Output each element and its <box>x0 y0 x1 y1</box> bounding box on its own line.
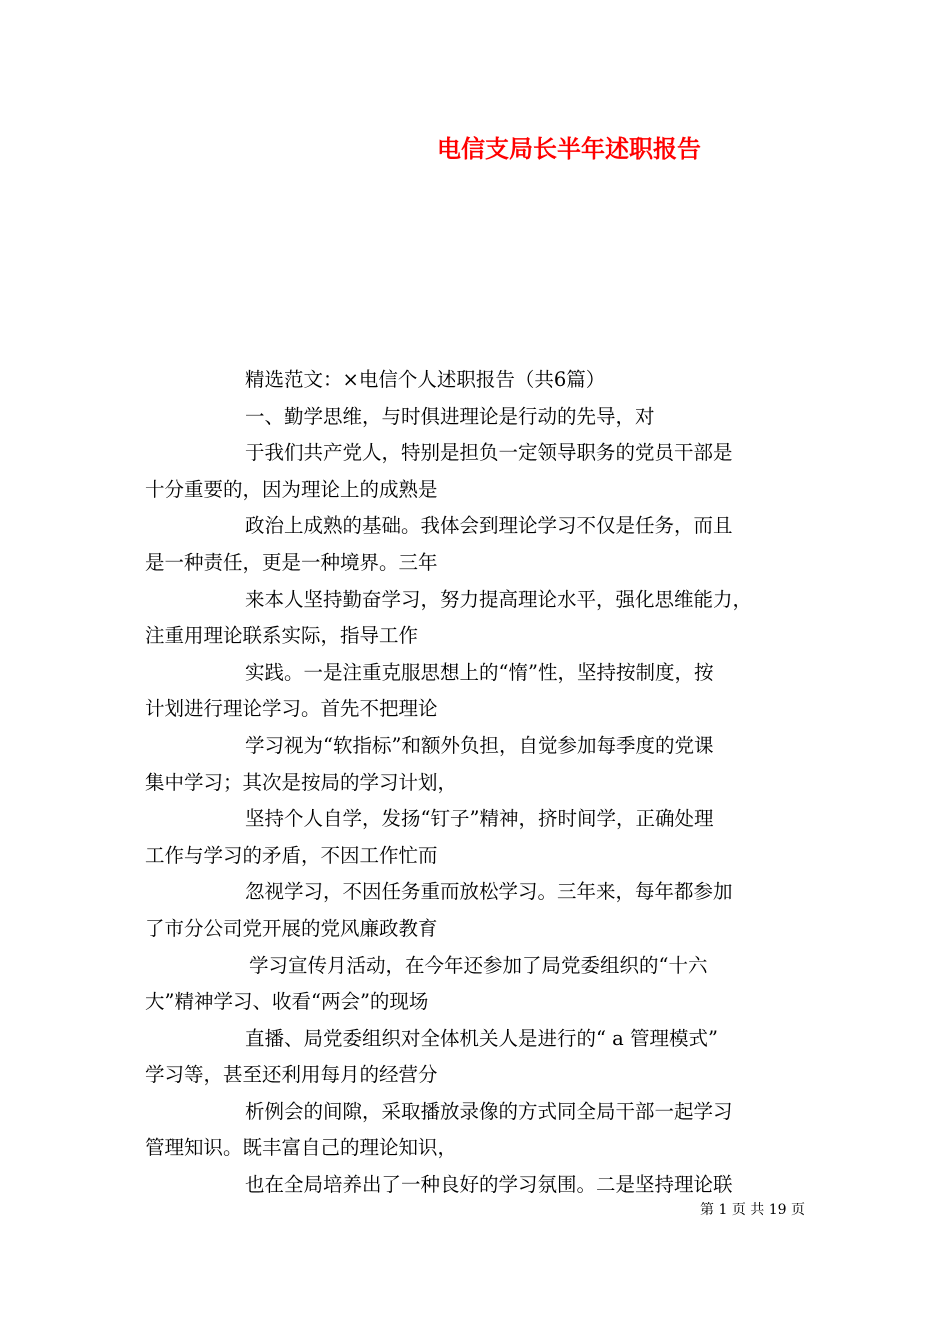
body-line: 是一种责任，更是一种境界。三年 <box>145 550 438 574</box>
body-line: 政治上成熟的基础。我体会到理论学习不仅是任务，而且 <box>245 514 733 538</box>
body-line: 析例会的间隙，采取播放录像的方式同全局干部一起学习 <box>245 1099 733 1123</box>
body-line: 注重用理论联系实际，指导工作 <box>145 624 419 648</box>
body-line: 大”精神学习、收看“两会”的现场 <box>145 990 429 1014</box>
body-line: 学习视为“软指标”和额外负担，自觉参加每季度的党课 <box>245 733 714 757</box>
body-line: 学习宣传月活动，在今年还参加了局党委组织的“十六 <box>249 953 708 977</box>
body-line: 学习等，甚至还利用每月的经营分 <box>145 1063 438 1087</box>
document-title: 电信支局长半年述职报告 <box>437 134 701 163</box>
body-line: 来本人坚持勤奋学习，努力提高理论水平，强化思维能力， <box>245 587 753 611</box>
page-number-footer: 第 1 页 共 19 页 <box>700 1202 805 1218</box>
body-line: 计划进行理论学习。首先不把理论 <box>145 697 438 721</box>
body-line: 于我们共产党人，特别是担负一定领导职务的党员干部是 <box>245 441 733 465</box>
body-line: 实践。一是注重克服思想上的“惰”性，坚持按制度，按 <box>245 660 714 684</box>
body-line: 直播、局党委组织对全体机关人是进行的“ a 管理模式” <box>245 1026 718 1050</box>
body-line: 集中学习；其次是按局的学习计划， <box>145 770 458 794</box>
body-line: 管理知识。既丰富自己的理论知识， <box>145 1136 458 1160</box>
body-line: 忽视学习，不因任务重而放松学习。三年来，每年都参加 <box>245 880 733 904</box>
body-line: 坚持个人自学，发扬“钉子”精神，挤时间学，正确处理 <box>245 807 714 831</box>
body-line: 了市分公司党开展的党风廉政教育 <box>145 916 438 940</box>
body-line: 也在全局培养出了一种良好的学习氛围。二是坚持理论联 <box>245 1173 733 1197</box>
body-line: 工作与学习的矛盾，不因工作忙而 <box>145 843 438 867</box>
body-line: 一、勤学思维，与时俱进理论是行动的先导，对 <box>245 404 655 428</box>
body-line: 十分重要的，因为理论上的成熟是 <box>145 477 438 501</box>
body-line: 精选范文：×电信个人述职报告（共6篇） <box>245 368 606 391</box>
document-body <box>145 362 807 1204</box>
